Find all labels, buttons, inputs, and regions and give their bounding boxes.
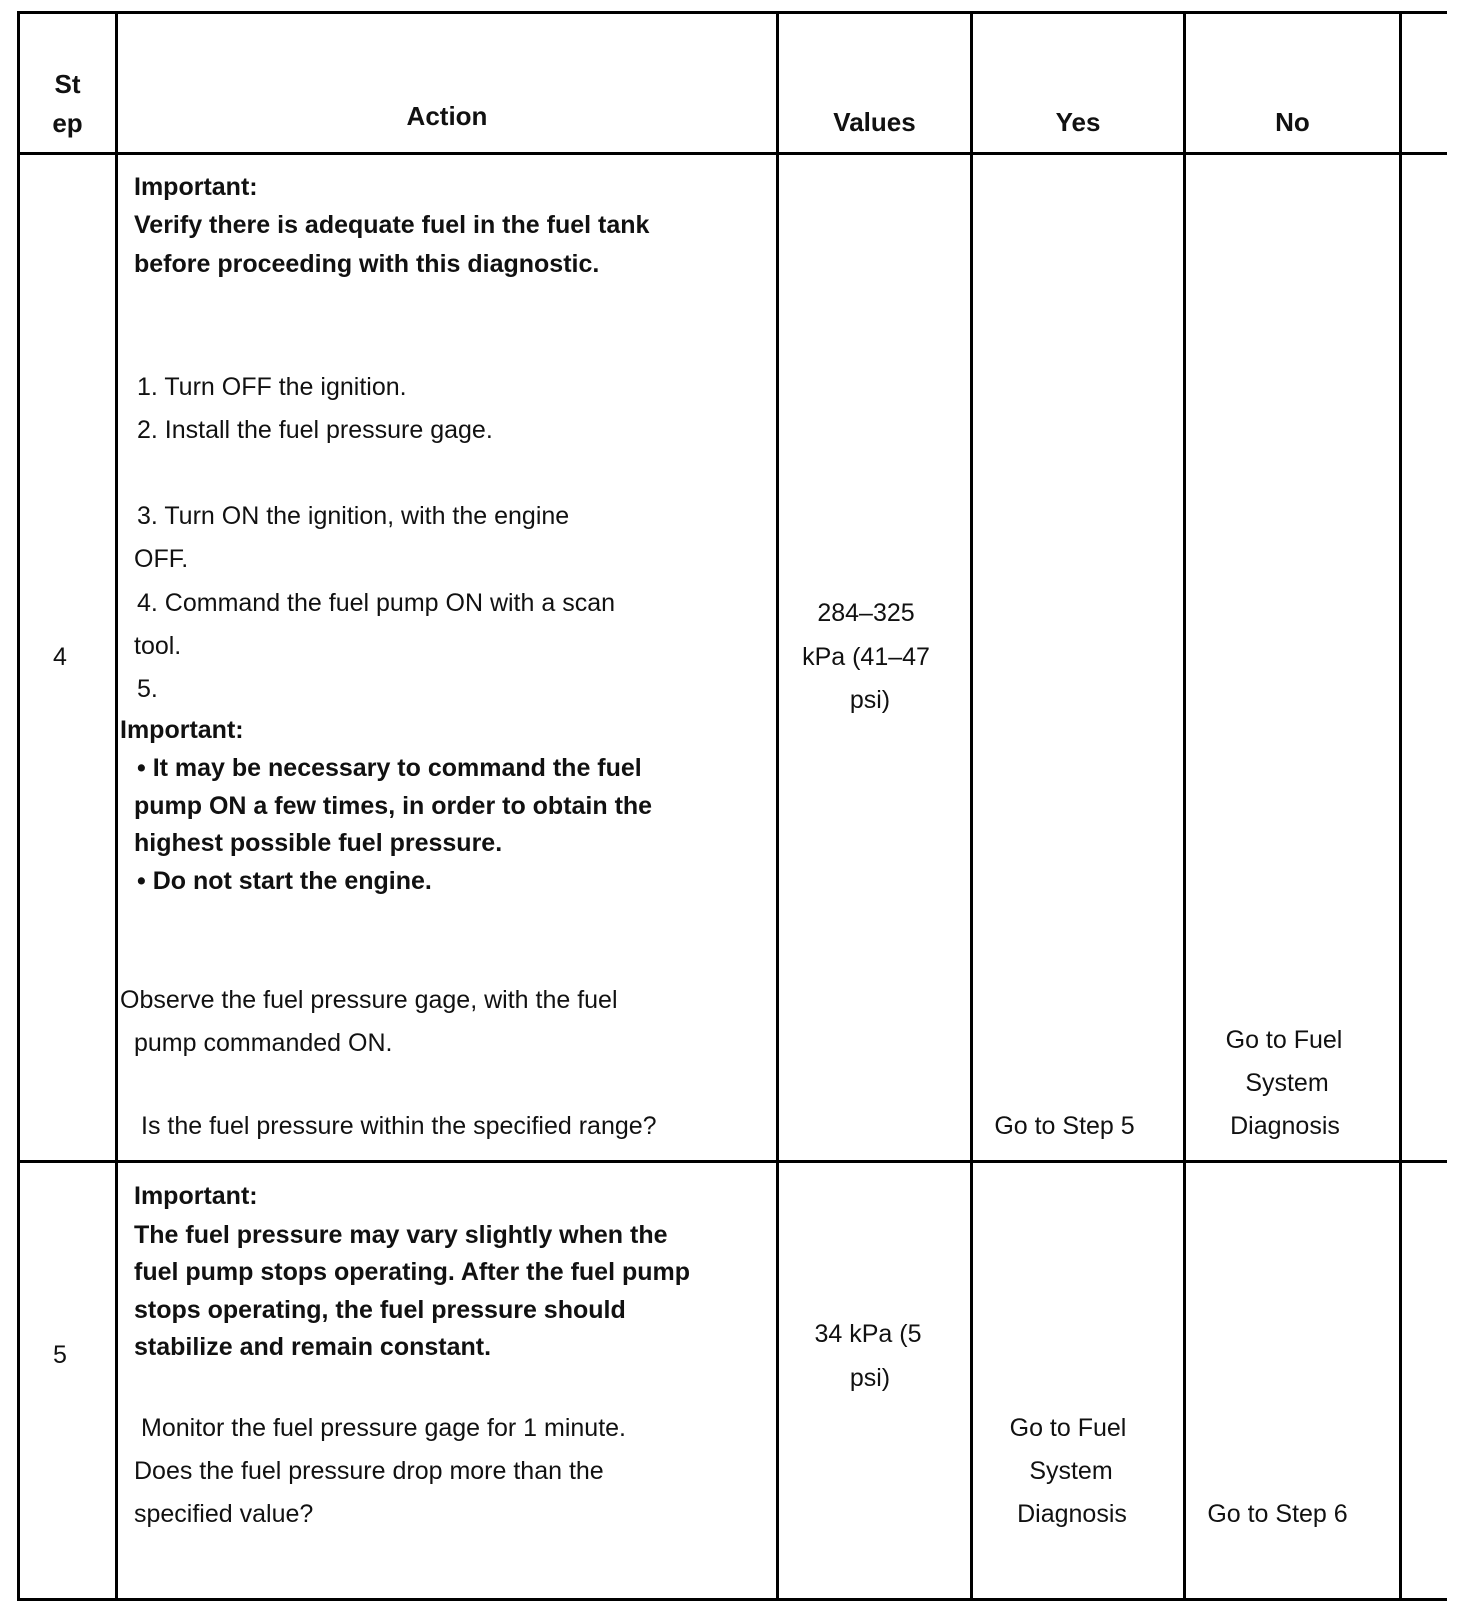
- value-line: psi): [849, 686, 891, 714]
- important-text: stops operating, the fuel pressure should: [134, 1296, 626, 1324]
- observe-text: Observe the fuel pressure gage, with the fuel: [120, 986, 618, 1014]
- important-label: Important:: [120, 716, 244, 744]
- bullet-item-continuation: pump ON a few times, in order to obtain the: [134, 792, 653, 820]
- no-action: Diagnosis: [1230, 1112, 1340, 1140]
- value-line: kPa (41–47: [802, 643, 930, 671]
- no-action: Go to Fuel: [1225, 1026, 1343, 1054]
- header-step-line1: St: [54, 69, 81, 99]
- question-text: specified value?: [134, 1500, 314, 1528]
- column-divider-yes: [1183, 12, 1186, 1600]
- observe-text: pump commanded ON.: [134, 1029, 393, 1057]
- step-number: 5: [53, 1341, 67, 1369]
- bullet-item: • Do not start the engine.: [137, 867, 432, 895]
- header-step-line2: ep: [52, 108, 83, 138]
- list-item: 1. Turn OFF the ignition.: [137, 373, 407, 401]
- column-divider-step: [115, 12, 118, 1600]
- list-item: 4. Command the fuel pump ON with a scan: [137, 589, 616, 617]
- list-item-continuation: OFF.: [134, 545, 189, 573]
- yes-action: System: [1029, 1457, 1113, 1485]
- important-text: before proceeding with this diagnostic.: [134, 250, 600, 278]
- value-line: psi): [849, 1364, 891, 1392]
- important-label: Important:: [134, 1182, 258, 1210]
- important-text: fuel pump stops operating. After the fuel pump: [134, 1258, 691, 1286]
- header-bottom-border: [17, 152, 1447, 155]
- list-item: 3. Turn ON the ignition, with the engine: [137, 502, 570, 530]
- value-line: 34 kPa (5: [814, 1320, 922, 1348]
- table-bottom-border: [17, 1598, 1447, 1601]
- question-text: Is the fuel pressure within the specified range?: [141, 1112, 657, 1140]
- step-number: 4: [53, 643, 67, 671]
- monitor-text: Monitor the fuel pressure gage for 1 minute.: [141, 1414, 626, 1442]
- no-action: System: [1245, 1069, 1329, 1097]
- list-item: 2. Install the fuel pressure gage.: [137, 416, 493, 444]
- yes-action: Diagnosis: [1017, 1500, 1127, 1528]
- bullet-item-continuation: highest possible fuel pressure.: [134, 829, 503, 857]
- header-values: Values: [833, 107, 916, 137]
- yes-action: Go to Fuel: [1009, 1414, 1127, 1442]
- header-yes: Yes: [1055, 107, 1101, 137]
- question-text: Does the fuel pressure drop more than the: [134, 1457, 604, 1485]
- table-top-border: [17, 11, 1447, 14]
- no-action: Go to Step 6: [1207, 1500, 1348, 1528]
- row-divider: [17, 1160, 1447, 1163]
- important-text: The fuel pressure may vary slightly when the: [134, 1221, 668, 1249]
- important-label: Important:: [134, 173, 258, 201]
- list-item: 5.: [137, 675, 158, 703]
- list-item-continuation: tool.: [134, 632, 182, 660]
- table-right-border: [1399, 12, 1402, 1600]
- header-no: No: [1275, 107, 1310, 137]
- value-line: 284–325: [817, 599, 915, 627]
- bullet-item: • It may be necessary to command the fuel: [137, 754, 642, 782]
- column-divider-values: [970, 12, 973, 1600]
- important-text: Verify there is adequate fuel in the fuel tank: [134, 211, 650, 239]
- important-text: stabilize and remain constant.: [134, 1333, 492, 1361]
- header-action: Action: [406, 101, 488, 131]
- yes-action: Go to Step 5: [994, 1112, 1135, 1140]
